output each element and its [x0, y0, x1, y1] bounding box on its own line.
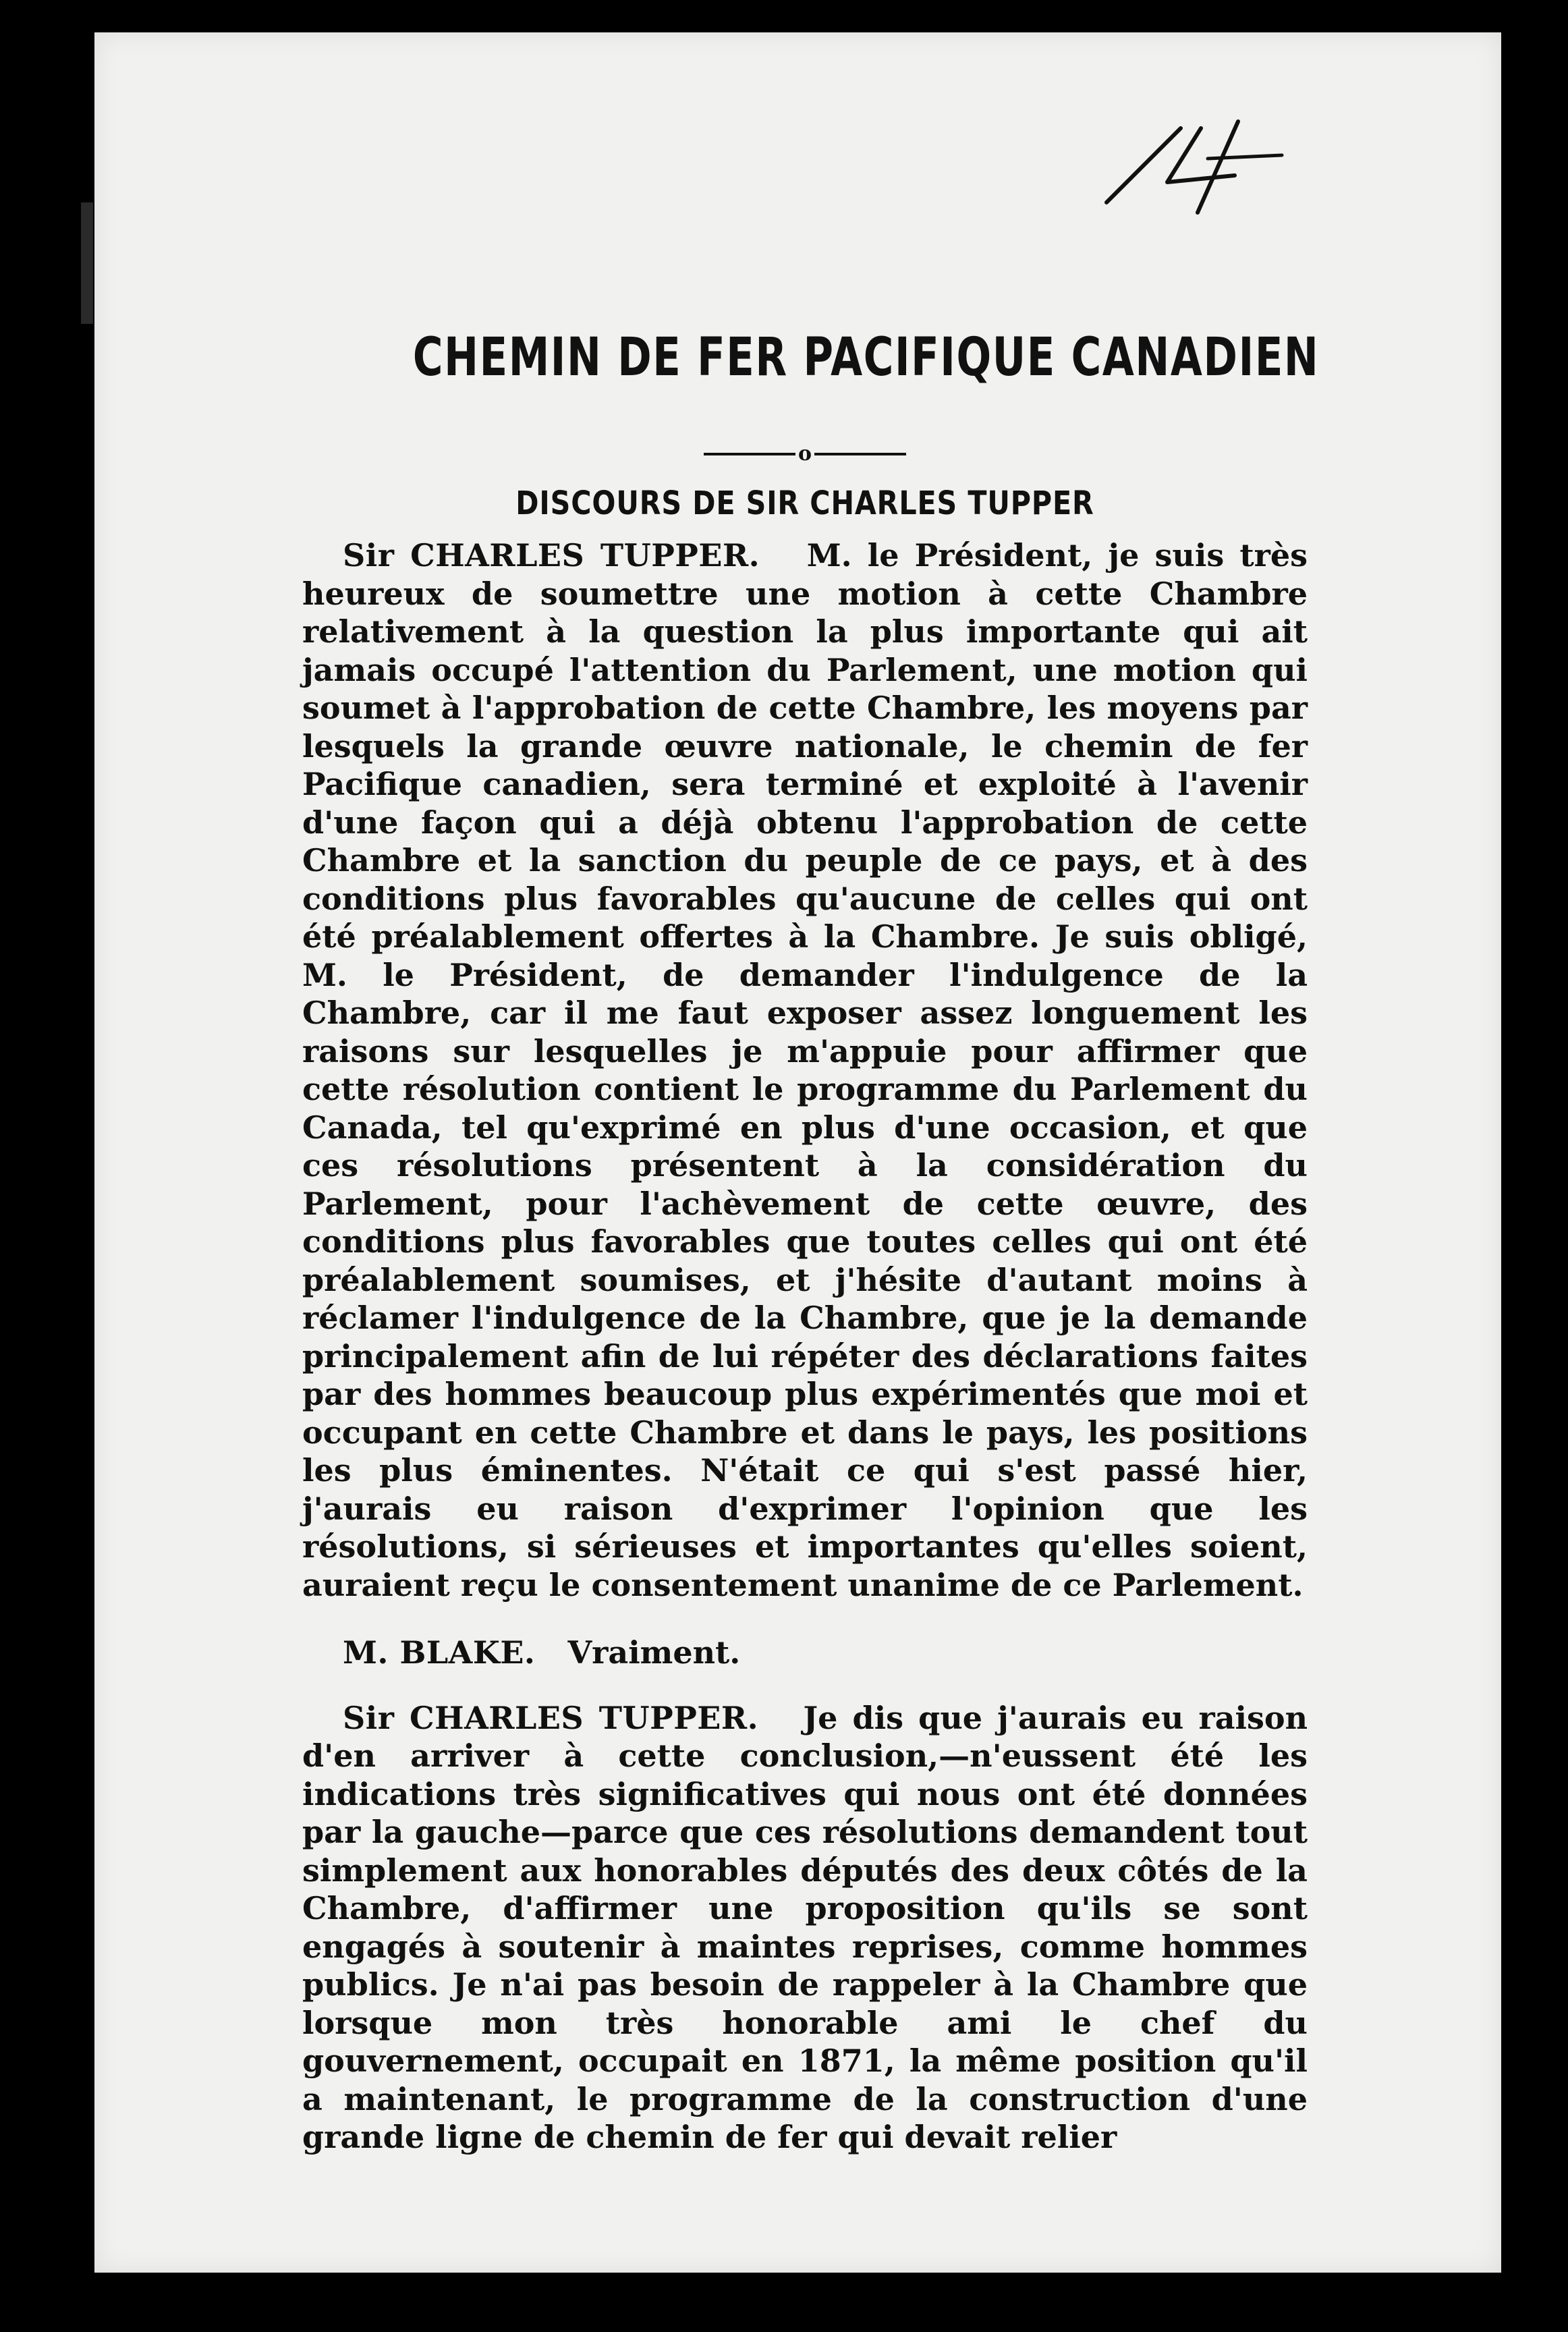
page-title: CHEMIN DE FER PACIFIQUE CANADIEN: [412, 327, 1320, 388]
page-subtitle: DISCOURS DE SIR CHARLES TUPPER: [515, 484, 1094, 522]
speech-text: Je dis que j'aurais eu raison d'en arriver à cette conclusion,—n'eussent été les indications très significatives qui nous ont été données par la gauche—parce que ces résolutions demandent tout simplement aux honorables députés des deux côtés de la Chambre, d'affirmer une proposition qu'ils se sont engagés à soutenir à maintes reprises, comme hommes publics. Je n'ai pas besoin de rappeler à la Chambre que lorsque mon très honorable ami le chef du gouvernement, occupait en 1871, la même position qu'il a maintenant, le programme de la construction d'une grande ligne de chemin de fer qui devait relier: [302, 1699, 1308, 2155]
speaker-name: Sir CHARLES TUPPER.: [343, 1699, 759, 1736]
speech-text: Vraiment.: [567, 1634, 741, 1671]
speech-paragraph: [302, 1699, 1308, 2157]
separator-line-left: [704, 453, 795, 455]
page-edge-shadow: [81, 202, 93, 324]
separator-line-right: [814, 453, 906, 455]
title-separator: [704, 442, 906, 466]
handwritten-page-number: [1080, 101, 1295, 223]
document-content: [302, 324, 1320, 2157]
speech-text: M. le Président, je suis très heureux de soumettre une motion à cette Chambre relativement à la question la plus importante qui ait jamais occupé l'attention du Parlement, une motion qui soumet à l'approbation de cette Chambre, les moyens par lesquels la grande œuvre nationale, le chemin de fer Pacifique canadien, sera terminé et exploité à l'avenir d'une façon qui a déjà obtenu l'approbation de cette Chambre et la sanction du peuple de ce pays, et à des conditions plus favorables qu'aucune de celles qui ont été préalablement offertes à la Chambre. Je suis obligé, M. le Président, de demander l'indulgence de la Chambre, car il me faut exposer assez longuement les raisons sur lesquelles je m'appuie pour affirmer que cette résolution contient le programme du Parlement du Canada, tel qu'exprimé en plus d'une occasion, et que ces résolutions présentent à la considération du Parlement, pour l'achèvement de cette œuvre, des conditions plus favorables que toutes celles qui ont été préalablement soumises, et j'hésite d'autant moins à réclamer l'indulgence de la Chambre, que je la demande principalement afin de lui répéter des déclarations faites par des hommes beaucoup plus expérimentés que moi et occupant en cette Chambre et dans le pays, les positions les plus éminentes. N'était ce qui s'est passé hier, j'aurais eu raison d'exprimer l'opinion que les résolutions, si sérieuses et importantes qu'elles soient, auraient reçu le consentement unanime de ce Parlement.: [302, 537, 1308, 1603]
speaker-name: M. BLAKE.: [343, 1634, 536, 1671]
speech-paragraph: [302, 536, 1308, 1604]
speech-paragraph: [302, 1634, 1308, 1672]
speaker-name: Sir CHARLES TUPPER.: [343, 537, 760, 574]
separator-mark: o: [798, 442, 812, 466]
